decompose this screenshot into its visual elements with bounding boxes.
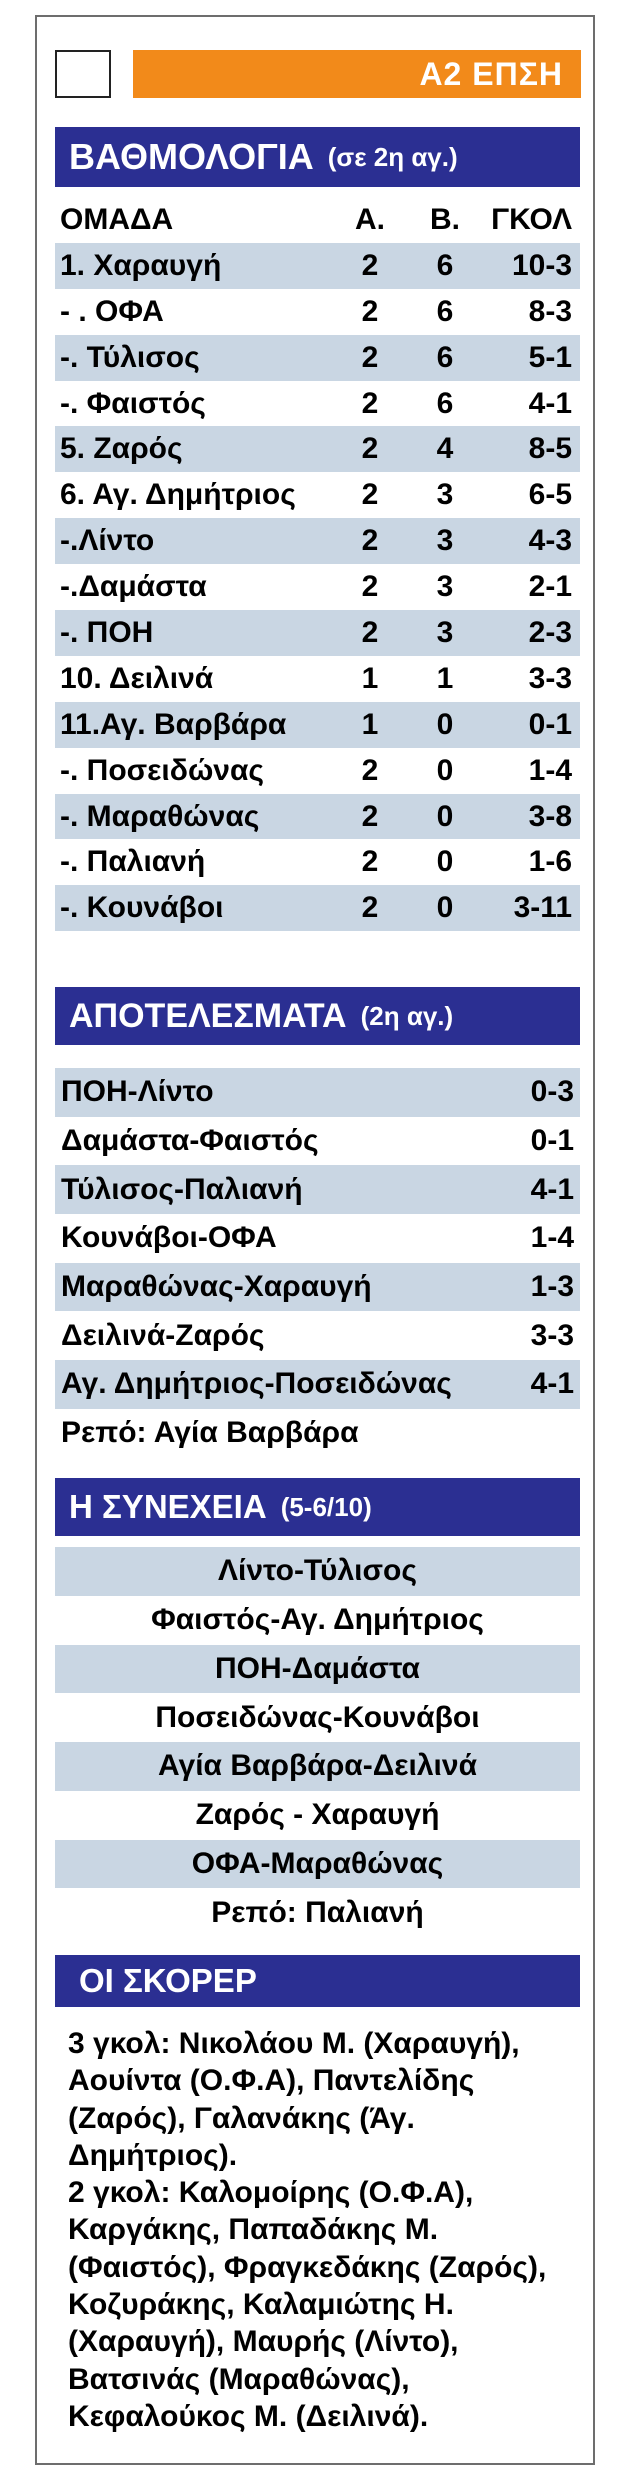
cell-goals: 3-11 [513, 891, 572, 925]
header-box [55, 50, 111, 98]
column-points: Β. [430, 202, 460, 236]
cell-team: -.Δαμάστα [60, 570, 207, 604]
cell-goals: 3-3 [528, 661, 572, 695]
standings-column-header [55, 197, 580, 243]
cell-points: 1 [436, 661, 454, 695]
cell-goals: 5-1 [528, 340, 572, 374]
result-match: Αγ. Δημήτριος-Ποσειδώνας [61, 1367, 452, 1401]
two-goals-label: 2 γκολ: [68, 2176, 171, 2210]
cell-goals: 3-8 [528, 799, 572, 833]
result-row [55, 1214, 580, 1263]
cell-played: 2 [361, 294, 379, 328]
result-match: Δειλινά-Ζαρός [61, 1318, 265, 1352]
cell-team: -.Λίντο [60, 524, 155, 558]
cell-points: 0 [436, 707, 454, 741]
result-match: Δαμάστα-Φαιστός [61, 1124, 319, 1158]
cell-team: - . ΟΦΑ [60, 294, 164, 328]
table-row [55, 839, 580, 885]
table-row [55, 794, 580, 840]
scorers-text [68, 2025, 573, 2435]
column-team: ΟΜΑΔΑ [60, 202, 174, 236]
cell-points: 0 [436, 845, 454, 879]
fixture-row: Αγία Βαρβάρα-Δειλινά [55, 1742, 580, 1791]
next-title: Η ΣΥΝΕΧΕΙΑ [69, 1488, 267, 1525]
table-row [55, 289, 580, 335]
result-score: 4-1 [530, 1172, 574, 1206]
cell-team: 10. Δειλινά [60, 661, 214, 695]
league-title-bar [133, 50, 581, 98]
fixture-row: ΠΟΗ-Δαμάστα [55, 1645, 580, 1694]
result-score: 1-3 [530, 1270, 574, 1304]
three-goals-names: Νικολάου Μ. (Χαραυγή), Αουίντα (Ο.Φ.Α), Παντελίδης (Ζαρός), Γαλανάκης (Άγ. Δημήτριος). [68, 2027, 520, 2172]
next-subtitle: (5-6/10) [280, 1491, 372, 1522]
cell-goals: 2-1 [528, 570, 572, 604]
cell-points: 0 [436, 891, 454, 925]
cell-points: 3 [436, 570, 454, 604]
results-title: ΑΠΟΤΕΛΕΣΜΑΤΑ [69, 996, 347, 1035]
result-score: 1-4 [530, 1221, 574, 1255]
cell-points: 6 [436, 386, 454, 420]
cell-team: 1. Χαραυγή [60, 248, 222, 282]
table-row [55, 885, 580, 931]
cell-played: 2 [361, 891, 379, 925]
cell-played: 2 [361, 845, 379, 879]
result-row [55, 1311, 580, 1360]
two-goals-names: Καλομοίρης (Ο.Φ.Α), Καργάκης, Παπαδάκης Μ. (Φαιστός), Φραγκεδάκης (Ζαρός), Κοζυράκης, Καλαμιώτης Η. (Χαραυγή), Μαυρής (Λίντο), Βατσινάς (Μαραθώνας), Κεφαλούκος Μ. (Δειλινά). [68, 2176, 547, 2433]
cell-team: -. Φαιστός [60, 386, 206, 420]
table-row [55, 702, 580, 748]
result-match: Κουνάβοι-ΟΦΑ [61, 1221, 277, 1255]
cell-points: 6 [436, 248, 454, 282]
fixture-row: Ποσειδώνας-Κουνάβοι [155, 1700, 480, 1734]
cell-played: 2 [361, 432, 379, 466]
table-row [55, 381, 580, 427]
table-row [55, 748, 580, 794]
three-goals-label: 3 γκολ: [68, 2027, 171, 2060]
cell-goals: 6-5 [528, 478, 572, 512]
next-header [55, 1478, 580, 1536]
table-row [55, 426, 580, 472]
result-score: 4-1 [530, 1367, 574, 1401]
result-score: 0-3 [530, 1075, 574, 1109]
cell-points: 0 [436, 753, 454, 787]
result-score: 3-3 [530, 1318, 574, 1352]
cell-team: -. Τύλισος [60, 340, 200, 374]
result-row [55, 1068, 580, 1117]
cell-points: 3 [436, 524, 454, 558]
league-title: Α2 ΕΠΣΗ [419, 55, 563, 92]
standings-title: ΒΑΘΜΟΛΟΓΙΑ [69, 136, 314, 177]
cell-goals: 8-3 [528, 294, 572, 328]
cell-goals: 10-3 [511, 248, 572, 282]
next-list [55, 1547, 580, 1937]
results-header [55, 987, 580, 1045]
table-row [55, 564, 580, 610]
table-row [55, 243, 580, 289]
fixture-row: Φαιστός-Αγ. Δημήτριος [151, 1603, 484, 1637]
cell-points: 4 [436, 432, 454, 466]
cell-played: 2 [361, 248, 379, 282]
cell-played: 2 [361, 615, 379, 649]
cell-played: 1 [361, 661, 379, 695]
scorers-header [55, 1955, 580, 2007]
column-goals: ΓΚΟΛ [491, 202, 572, 236]
result-row [55, 1263, 580, 1312]
scorers-three-goals [68, 2025, 573, 2174]
results-list [55, 1068, 580, 1457]
cell-team: -. Ποσειδώνας [60, 753, 265, 787]
cell-played: 2 [361, 340, 379, 374]
cell-team: -. Παλιανή [60, 845, 206, 879]
cell-team: -. Μαραθώνας [60, 799, 260, 833]
cell-goals: 4-1 [528, 386, 572, 420]
cell-played: 2 [361, 570, 379, 604]
cell-played: 2 [361, 799, 379, 833]
cell-goals: 1-6 [528, 845, 572, 879]
table-row [55, 335, 580, 381]
cell-goals: 1-4 [528, 753, 572, 787]
fixture-row: Ρεπό: Παλιανή [211, 1895, 424, 1929]
standings-table [55, 197, 580, 931]
cell-points: 6 [436, 294, 454, 328]
fixture-row: ΟΦΑ-Μαραθώνας [55, 1840, 580, 1889]
cell-played: 2 [361, 524, 379, 558]
cell-team: 6. Αγ. Δημήτριος [60, 478, 296, 512]
cell-points: 3 [436, 615, 454, 649]
fixture-row: Λίντο-Τύλισος [55, 1547, 580, 1596]
standings-header [55, 127, 580, 187]
result-score: 0-1 [530, 1124, 574, 1158]
result-row [55, 1360, 580, 1409]
fixture-row: Ζαρός - Χαραυγή [195, 1798, 440, 1832]
table-row [55, 472, 580, 518]
cell-points: 3 [436, 478, 454, 512]
cell-team: -. Κουνάβοι [60, 891, 224, 925]
result-match: Μαραθώνας-Χαραυγή [61, 1270, 372, 1304]
cell-team: 5. Ζαρός [60, 432, 183, 466]
cell-played: 2 [361, 386, 379, 420]
cell-played: 1 [361, 707, 379, 741]
result-row [55, 1117, 580, 1166]
results-rest: Ρεπό: Αγία Βαρβάρα [61, 1415, 359, 1449]
column-played: Α. [355, 202, 385, 236]
cell-played: 2 [361, 478, 379, 512]
result-row [55, 1165, 580, 1214]
cell-goals: 4-3 [528, 524, 572, 558]
table-row [55, 656, 580, 702]
result-match: ΠΟΗ-Λίντο [61, 1075, 214, 1109]
result-match: Τύλισος-Παλιανή [61, 1172, 303, 1206]
results-subtitle: (2η αγ.) [360, 1000, 454, 1031]
cell-played: 2 [361, 753, 379, 787]
cell-team: 11.Αγ. Βαρβάρα [60, 707, 287, 741]
cell-goals: 8-5 [528, 432, 572, 466]
cell-goals: 0-1 [528, 707, 572, 741]
standings-subtitle: (σε 2η αγ.) [327, 141, 458, 172]
table-row [55, 518, 580, 564]
cell-points: 0 [436, 799, 454, 833]
scorers-title: ΟΙ ΣΚΟΡΕΡ [79, 1962, 257, 1999]
cell-points: 6 [436, 340, 454, 374]
scorers-two-goals [68, 2174, 573, 2435]
cell-team: -. ΠΟΗ [60, 615, 154, 649]
cell-goals: 2-3 [528, 615, 572, 649]
table-row [55, 610, 580, 656]
